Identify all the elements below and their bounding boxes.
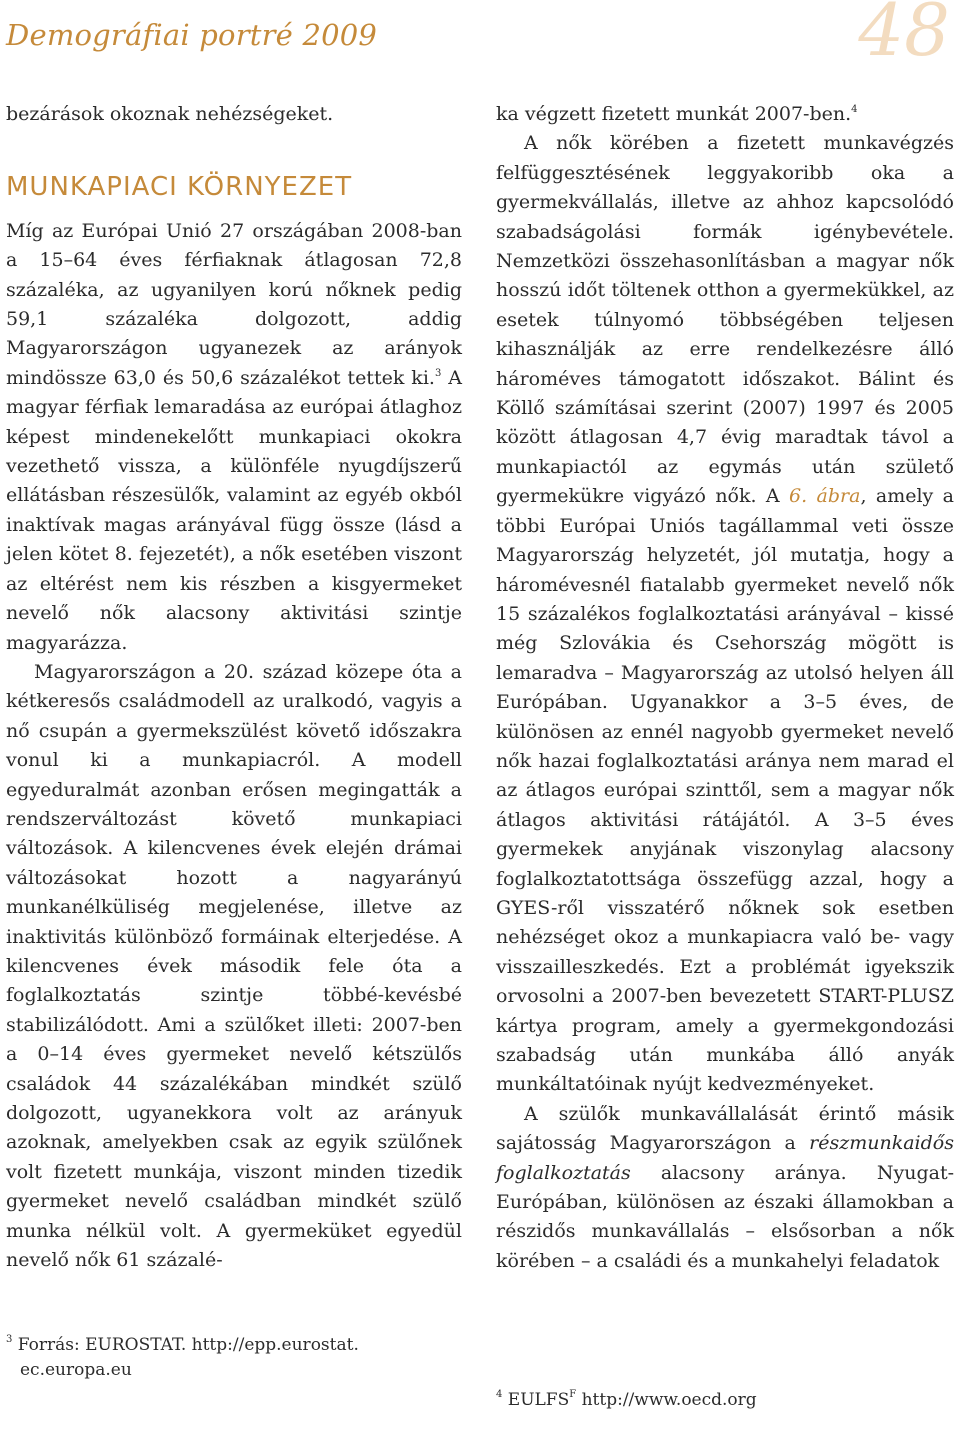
paragraph-1-text-a: Míg az Európai Unió 27 országában 2008-ban a 15–64 éves férfiaknak átlagosan 72,8 százaléka, az ugyanilyen korú nőknek pedig 59,1 százaléka dolgozott, addig Magyarországon ugyanezek az arányok mindössze 63,0 és 50,6 százalékot tettek ki. <box>6 219 462 389</box>
footnote-4-mark: 4 <box>496 1389 503 1400</box>
footnote-4-source: EULFS <box>502 1390 570 1410</box>
paragraph-1-text-b: A magyar férfiak lemaradása az európai átlaghoz képest mindenekelőtt munkapiaci okokra vezethető vissza, a különféle nyugdíjszerű ellátásban részesülők, valamint az egyéb okból inaktívak magas arányával függ össze (lásd a jelen kötet 8. fejezetét), a nők esetében viszont az eltérést nem kis részben a kisgyermeket nevelő nők alacsony aktivitási szintje magyarázza. <box>6 366 462 654</box>
running-header-title: Demográfiai portré 2009 <box>6 18 378 52</box>
page-number: 48 <box>858 0 950 72</box>
footnote-4 <box>496 1388 916 1413</box>
paragraph-3 <box>496 129 954 1099</box>
continuation-paragraph <box>496 100 954 129</box>
paragraph-4 <box>496 1100 954 1276</box>
paragraph-4-text-b: alacsony aránya. Nyugat-Európában, különösen az északi államokban a részidős munkavállalás – elsősorban a nők körében – a családi és a munkahelyi feladatok <box>496 1161 954 1272</box>
paragraph-2: Magyarországon a 20. század közepe óta a kétkeresős családmodell az uralkodó, vagyis a nő csupán a gyermekszülést követő időszakra vonul ki a munkapiacról. A modell egyeduralmát azonban erősen megingatták a rendszerváltozást követő munkapiaci változások. A kilencvenes évek elején drámai változásokat hozott a nagyarányú munkanélküliség megjelenése, illetve az inaktivitás különböző formáinak elterjedése. A kilencvenes évek második fele óta a foglalkoztatás szintje többé-kevésbé stabilizálódott. Ami a szülőket illeti: 2007-ben a 0–14 éves gyermeket nevelő kétszülős családok 44 százalékában mindkét szülő dolgozott, ugyanekkora volt az arányuk azoknak, amelyekben csak az egyik szülőnek volt fizetett munkája, viszont minden tizedik gyermeket nevelő családban mindkét szülő munka nélkül volt. A gyermeküket egyedül nevelő nők 61 százalé- <box>6 660 462 1272</box>
footnote-ref-3[interactable]: 3 <box>434 367 442 379</box>
paragraph-3-text-b: , amely a többi Európai Uniós tagállammal veti össze Magyarország helyzetét, jól mutatja, hogy a háromévesnél fiatalabb gyermeket nevelő nők 15 százalékos foglalkoztatási arányával – kissé még Szlovákia és Csehország mögött is lemaradva – Magyarország az utolsó helyen áll Európában. Ugyanakkor a 3–5 éves, de különösen az ennél nagyobb gyermeket nevelő nők hazai foglalkoztatási aránya nem marad el az átlagos európai szinttől, sem a magyar nők átlagos aktivitási rátájától. A 3–5 éves gyermekek anyjának viszonylag alacsony foglalkoztatottsága összefügg azzal, hogy a GYES-ről visszatérő nőknek sok esetben nehézséget okoz a munkapiacra való be- vagy visszailleszkedés. Ezt a problémát igyekszik orvosolni a 2007-ben bevezetett START-PLUSZ kártya program, amely a gyermekgondozási szabadság után munkába álló anyák munkáltatóinak nyújt kedvezményeket. <box>496 485 954 1096</box>
paragraph-3-text-a: A nők körében a fizetett munkavégzés felfüggesztésének leggyakoribb oka a gyermekvállalás, illetve az ahhoz kapcsolódó szabadságolási formák igénybevétele. Nemzetközi összehasonlításban a magyar nők hosszú időt töltenek otthon a gyermekükkel, az esetek túlnyomó többségében teljesen kihasználják az erre rendelkezésre álló hároméves támogatott időszakot. Bálint és Köllő számításai szerint (2007) 1997 és 2005 között átlagosan 4,7 évig maradtak távol a munkapiactól az egymás után születő gyermekükre vigyázó nők. A <box>496 132 954 508</box>
footnote-3-url-continuation: ec.europa.eu <box>20 1360 132 1380</box>
footnote-ref-4[interactable]: 4 <box>851 104 858 115</box>
intro-line: bezárások okoznak nehézségeket. <box>6 103 334 125</box>
left-column <box>6 100 462 1275</box>
section-heading: MUNKAPIACI KÖRNYEZET <box>6 172 353 203</box>
footnote-3 <box>6 1333 426 1383</box>
footnote-3-mark: 3 <box>6 1334 13 1345</box>
paragraph-1 <box>6 217 462 658</box>
right-column <box>496 100 954 1276</box>
paragraph-4-emphasis: részmunkaidős foglalkoztatás <box>496 1132 954 1184</box>
footnote-4-url[interactable]: http://www.oecd.org <box>576 1390 757 1410</box>
paragraph-4-text-a: A szülők munkavállalását érintő másik sajátosság Magyarországon a <box>496 1102 954 1155</box>
continuation-text: ka végzett fizetett munkát 2007-ben. <box>496 103 852 125</box>
figure-6-reference[interactable]: 6. ábra <box>789 485 861 508</box>
footnote-3-text: Forrás: EUROSTAT. http://epp.eurostat. <box>12 1335 359 1355</box>
footnote-4-source-sup: F <box>569 1389 577 1400</box>
